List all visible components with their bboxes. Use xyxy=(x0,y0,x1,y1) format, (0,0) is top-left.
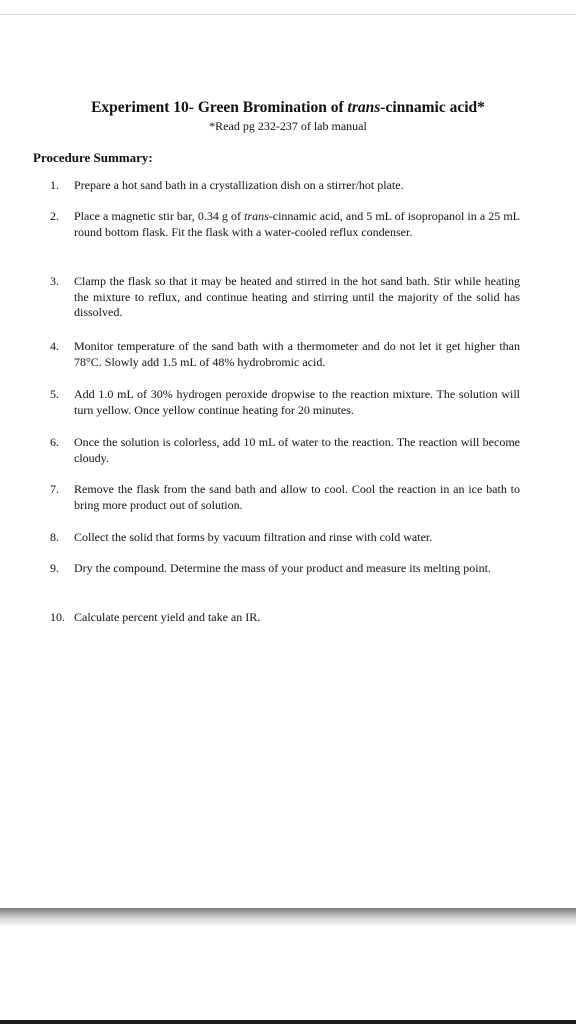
step-text: Dry the compound. Determine the mass of your product and measure its melting point. xyxy=(74,561,491,575)
bottom-divider xyxy=(0,1020,576,1024)
document-page[interactable] xyxy=(0,15,576,908)
section-heading: Procedure Summary: xyxy=(33,150,153,165)
step-text-part: Place a magnetic stir bar, 0.34 g of xyxy=(74,209,245,223)
step-number: 3. xyxy=(50,274,59,288)
step-text: Monitor temperature of the sand bath with a thermometer and do not let it get higher than 78°C. Slowly add 1.5 mL of 48% hydrobromic acid. xyxy=(74,339,520,369)
step-text: Remove the flask from the sand bath and allow to cool. Cool the reaction in an ice bath to bring more product out of solution. xyxy=(74,482,520,512)
step-number: 7. xyxy=(50,482,59,496)
title-prefix: Experiment 10- Green Bromination of xyxy=(91,99,348,116)
document-subtitle: *Read pg 232-237 of lab manual xyxy=(209,119,367,133)
step-text: Collect the solid that forms by vacuum filtration and rinse with cold water. xyxy=(74,530,433,544)
step-text: Prepare a hot sand bath in a crystallization dish on a stirrer/hot plate. xyxy=(74,178,404,192)
step-number: 5. xyxy=(50,387,59,401)
step-text: Calculate percent yield and take an IR. xyxy=(74,610,261,624)
page-edge-shadow xyxy=(0,908,576,926)
step-text: Add 1.0 mL of 30% hydrogen peroxide dropwise to the reaction mixture. The solution will turn yellow. Once yellow continue heating for 20 minutes. xyxy=(74,387,520,417)
step-text xyxy=(74,209,520,240)
step-number: 10. xyxy=(50,610,65,624)
title-italic: trans xyxy=(347,99,381,116)
step-text: Once the solution is colorless, add 10 mL of water to the reaction. The reaction will become cloudy. xyxy=(74,435,520,465)
step-text: Clamp the flask so that it may be heated and stirred in the hot sand bath. Stir while heating the mixture to reflux, and continue heating and stirring until the majority of the solid has dissolved. xyxy=(74,274,520,319)
step-number: 2. xyxy=(50,209,59,223)
document-title xyxy=(0,99,576,117)
step-number: 8. xyxy=(50,530,59,544)
step-number: 1. xyxy=(50,178,59,192)
step-number: 9. xyxy=(50,561,59,575)
title-suffix: -cinnamic acid* xyxy=(380,99,485,116)
step-text-part: -cinnamic acid, and 5 mL of isopropanol in a 25 mL round bottom flask. Fit the flask with a water-cooled reflux condenser. xyxy=(74,209,520,239)
step-text-italic: trans xyxy=(244,209,269,223)
step-number: 4. xyxy=(50,339,59,353)
document-header xyxy=(0,99,576,134)
step-number: 6. xyxy=(50,435,59,449)
